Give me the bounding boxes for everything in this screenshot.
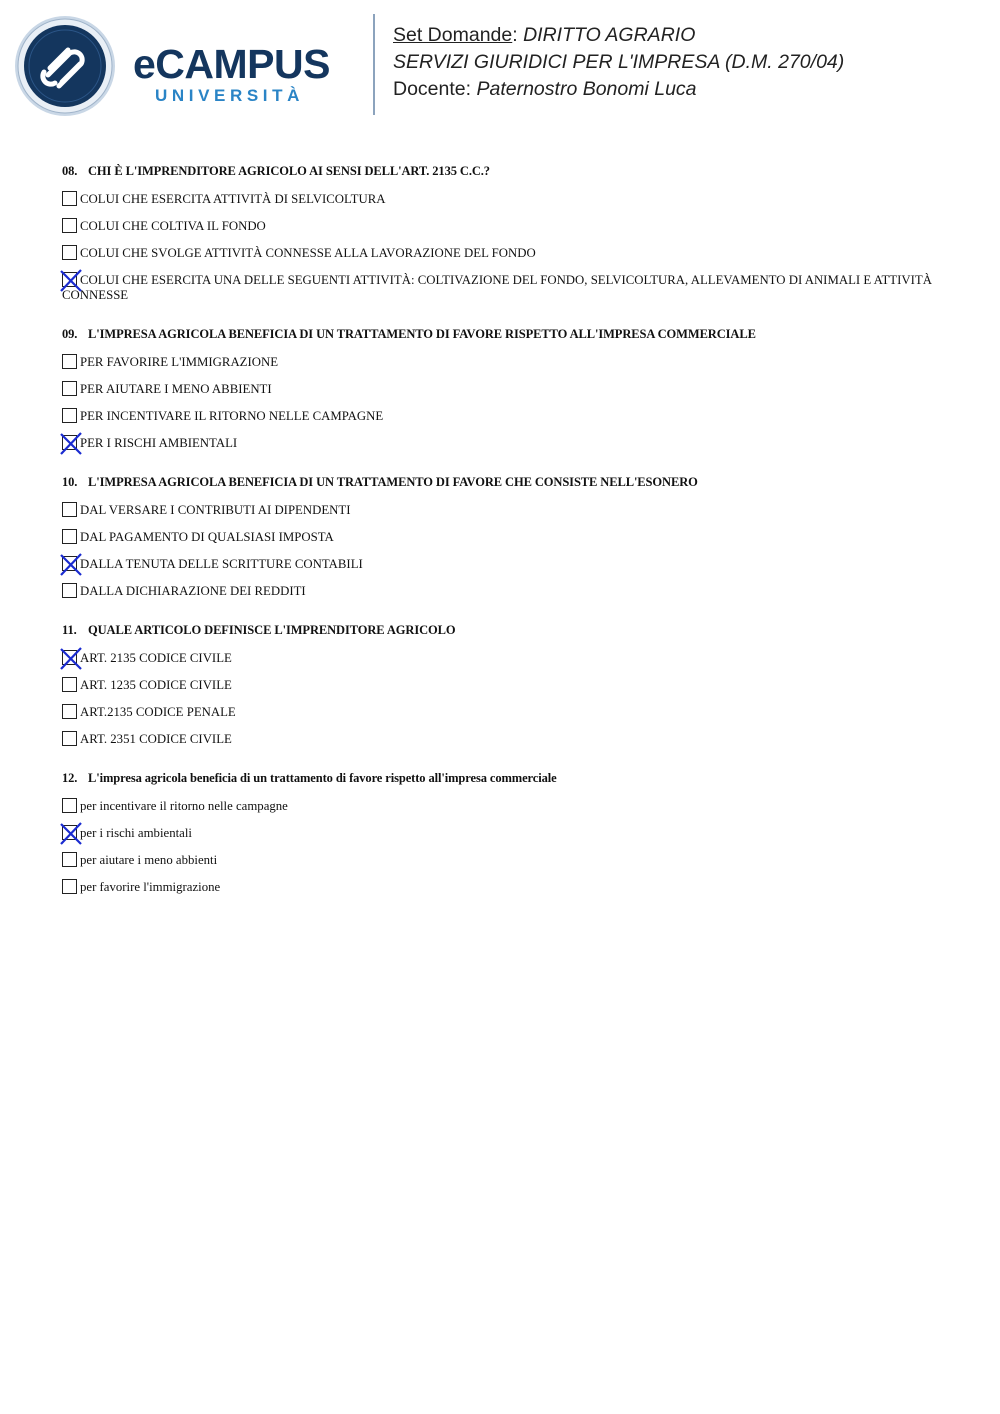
- answer-option: [62, 672, 942, 699]
- answer-checkbox[interactable]: [62, 731, 77, 746]
- answer-text: per incentivare il ritorno nelle campagne: [80, 799, 288, 813]
- set-label: Set Domande: [393, 24, 513, 46]
- course-name: SERVIZI GIURIDICI PER L'IMPRESA (D.M. 270/04): [393, 51, 845, 73]
- answer-checkbox[interactable]: [62, 245, 77, 260]
- question-block: [62, 620, 942, 753]
- answer-text: per favorire l'immigrazione: [80, 880, 221, 894]
- answer-text: PER AIUTARE I MENO ABBIENTI: [80, 382, 272, 396]
- answer-checkbox[interactable]: [62, 798, 77, 813]
- answer-checkbox[interactable]: [62, 435, 77, 450]
- answer-text: PER I RISCHI AMBIENTALI: [80, 436, 238, 450]
- answer-option: [62, 578, 942, 605]
- question-block: [62, 161, 942, 309]
- answer-checkbox[interactable]: [62, 583, 77, 598]
- teacher-line: [393, 76, 844, 103]
- course-line: [393, 49, 844, 76]
- ecampus-wordmark: [133, 42, 358, 114]
- course-info: [393, 22, 844, 103]
- question-text: L'IMPRESA AGRICOLA BENEFICIA DI UN TRATTAMENTO DI FAVORE CHE CONSISTE NELL'ESONERO: [88, 475, 698, 489]
- answer-text: ART. 2351 CODICE CIVILE: [80, 732, 232, 746]
- answer-checkbox[interactable]: [62, 408, 77, 423]
- question-block: [62, 324, 942, 457]
- answer-option: [62, 186, 942, 213]
- answer-checkbox[interactable]: [62, 218, 77, 233]
- answer-text: COLUI CHE ESERCITA UNA DELLE SEGUENTI ATTIVITÀ: COLTIVAZIONE DEL FONDO, SELVICOLTURA, ALLEVAMENTO DI ANIMALI E ATTIVITÀ CONNESSE: [62, 273, 932, 302]
- answer-checkbox[interactable]: [62, 677, 77, 692]
- answer-option: [62, 551, 942, 578]
- question-text: CHI È L'IMPRENDITORE AGRICOLO AI SENSI DELL'ART. 2135 C.C.?: [88, 164, 490, 178]
- answer-text: PER FAVORIRE L'IMMIGRAZIONE: [80, 355, 279, 369]
- answer-option: [62, 430, 942, 457]
- answer-option: [62, 213, 942, 240]
- question-text: L'impresa agricola beneficia di un trattamento di favore rispetto all'impresa commerciale: [88, 771, 557, 785]
- answer-option: [62, 497, 942, 524]
- answer-text: per aiutare i meno abbienti: [80, 853, 218, 867]
- answer-checkbox[interactable]: [62, 556, 77, 571]
- question-block: [62, 768, 942, 901]
- answer-checkbox[interactable]: [62, 502, 77, 517]
- answer-checkbox[interactable]: [62, 879, 77, 894]
- answer-text: DAL PAGAMENTO DI QUALSIASI IMPOSTA: [80, 530, 334, 544]
- answer-option: [62, 524, 942, 551]
- question-title: [62, 324, 942, 344]
- answer-checkbox[interactable]: [62, 529, 77, 544]
- answer-checkbox[interactable]: [62, 272, 77, 287]
- ecampus-seal-logo: [14, 15, 116, 117]
- answer-cross-mark: [59, 552, 83, 576]
- question-number: 12.: [62, 771, 78, 785]
- answer-option: [62, 699, 942, 726]
- set-value: DIRITTO AGRARIO: [523, 24, 696, 46]
- teacher-label: Docente:: [393, 78, 472, 100]
- answer-text: DAL VERSARE I CONTRIBUTI AI DIPENDENTI: [80, 503, 351, 517]
- answer-checkbox[interactable]: [62, 704, 77, 719]
- question-number: 09.: [62, 327, 78, 341]
- answer-text: ART.2135 CODICE PENALE: [80, 705, 236, 719]
- answer-text: COLUI CHE COLTIVA IL FONDO: [80, 219, 266, 233]
- logo-sub-text: UNIVERSITÀ: [155, 86, 304, 105]
- page-header: [0, 0, 1000, 130]
- answer-checkbox[interactable]: [62, 825, 77, 840]
- question-number: 11.: [62, 623, 77, 637]
- question-number: 08.: [62, 164, 78, 178]
- set-line: Set Domande: DIRITTO AGRARIO: [393, 24, 696, 46]
- answer-checkbox[interactable]: [62, 381, 77, 396]
- answer-option: [62, 793, 942, 820]
- answer-option: [62, 820, 942, 847]
- answer-text: COLUI CHE ESERCITA ATTIVITÀ DI SELVICOLTURA: [80, 192, 386, 206]
- answer-checkbox[interactable]: [62, 650, 77, 665]
- logo-main-text: eCAMPUS: [133, 41, 330, 87]
- answer-option: [62, 240, 942, 267]
- answer-option: [62, 349, 942, 376]
- teacher-name: Paternostro Bonomi Luca: [476, 78, 697, 100]
- answer-option: [62, 645, 942, 672]
- answer-text: ART. 1235 CODICE CIVILE: [80, 678, 232, 692]
- answer-checkbox[interactable]: [62, 354, 77, 369]
- answer-cross-mark: [59, 431, 83, 455]
- answer-text: ART. 2135 CODICE CIVILE: [80, 651, 232, 665]
- answer-checkbox[interactable]: [62, 191, 77, 206]
- answer-cross-mark: [59, 821, 83, 845]
- answer-text: COLUI CHE SVOLGE ATTIVITÀ CONNESSE ALLA LAVORAZIONE DEL FONDO: [80, 246, 536, 260]
- answer-option: [62, 376, 942, 403]
- answer-option: [62, 874, 942, 901]
- question-title: [62, 768, 942, 788]
- questions-list: [62, 161, 942, 916]
- answer-text: DALLA TENUTA DELLE SCRITTURE CONTABILI: [80, 557, 363, 571]
- answer-option: [62, 267, 942, 309]
- question-block: [62, 472, 942, 605]
- question-text: QUALE ARTICOLO DEFINISCE L'IMPRENDITORE AGRICOLO: [88, 623, 456, 637]
- answer-text: PER INCENTIVARE IL RITORNO NELLE CAMPAGNE: [80, 409, 384, 423]
- question-title: [62, 472, 942, 492]
- answer-option: [62, 403, 942, 430]
- header-divider: [373, 14, 375, 115]
- answer-option: [62, 726, 942, 753]
- question-text: L'IMPRESA AGRICOLA BENEFICIA DI UN TRATTAMENTO DI FAVORE RISPETTO ALL'IMPRESA COMMERCIALE: [88, 327, 756, 341]
- question-title: [62, 161, 942, 181]
- question-title: [62, 620, 942, 640]
- question-number: 10.: [62, 475, 78, 489]
- answer-text: DALLA DICHIARAZIONE DEI REDDITI: [80, 584, 306, 598]
- answer-text: per i rischi ambientali: [80, 826, 192, 840]
- answer-cross-mark: [59, 268, 83, 292]
- answer-option: [62, 847, 942, 874]
- answer-checkbox[interactable]: [62, 852, 77, 867]
- answer-cross-mark: [59, 646, 83, 670]
